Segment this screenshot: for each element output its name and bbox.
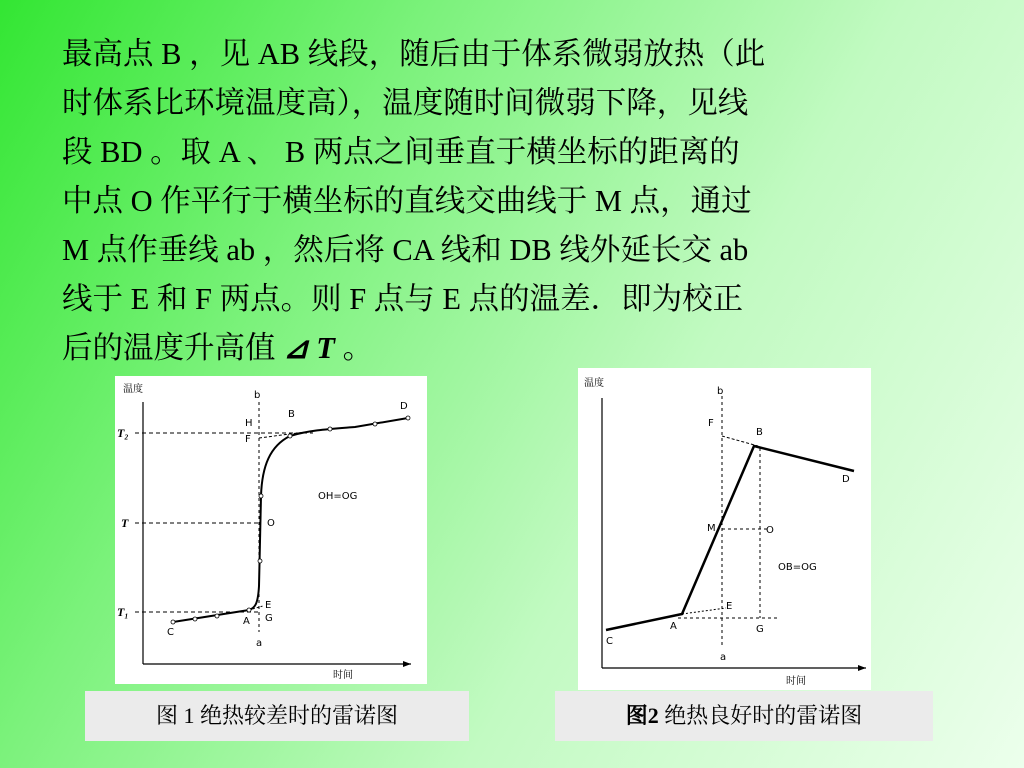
paragraph-line: 段 BD 。取 A 、 B 两点之间垂直于横坐标的距离的 [62,135,740,169]
marker [247,608,251,612]
point-a-curve-label: A [670,621,677,632]
y-axis-title: 温度 [584,378,604,389]
point-b-label: b [717,386,724,397]
paragraph-line-last [62,324,982,373]
x-axis-title: 时间 [786,676,806,687]
paragraph-line: 最高点 B ，见 AB 线段，随后由于体系微弱放热（此 [62,37,766,71]
point-c-label: C [606,636,613,647]
delta-t-symbol: ⊿ T [283,331,335,365]
marker [406,416,410,420]
paragraph-line: 中点 O 作平行于横坐标的直线交曲线于 M 点，通过 [62,184,752,218]
paragraph-last-prefix: 后的温度升高值 [62,331,284,365]
point-c-label: C [167,627,174,638]
point-m-label: M [707,523,716,534]
point-d-label: D [400,401,408,412]
point-a-curve-label: A [243,616,250,627]
point-g-label: G [756,624,764,635]
point-big-b-label: B [756,427,763,438]
tick-t1: T₁ [117,605,129,619]
marker [193,617,197,621]
tick-t: T [121,516,129,530]
figure-2-caption-number: 图2 [625,703,659,728]
point-e-label: E [726,601,733,612]
paragraph-line: M 点作垂线 ab ，然后将 CA 线和 DB 线外延长交 ab [62,233,749,267]
marker [259,494,263,498]
ob-og-note: OB=OG [778,562,817,573]
point-f-label: F [708,418,714,429]
point-big-b-label: B [288,409,295,420]
point-g-label: G [265,613,273,624]
marker [258,559,262,563]
marker [171,620,175,624]
marker [373,422,377,426]
paragraph-last-suffix: 。 [334,331,374,365]
ca-extension [682,608,726,614]
x-axis-arrow [858,665,866,671]
point-o-label: O [766,525,774,536]
marker [328,427,332,431]
figure-2-caption [555,691,933,741]
paragraph-line: 线于 E 和 F 两点。则 F 点与 E 点的温差．即为校正 [62,282,744,316]
point-f-label: F [245,434,251,445]
figure-2-caption-text: 绝热良好时的雷诺图 [658,703,863,728]
point-b-label: b [254,390,261,401]
point-e-label: E [265,600,272,611]
db-extension [722,436,758,446]
point-a-label: a [720,652,727,663]
oh-og-note: OH=OG [318,491,358,502]
marker [215,614,219,618]
x-axis-title: 时间 [333,670,353,681]
figure-1-poor-insulation [115,376,427,684]
tick-t2: T₂ [117,426,129,440]
x-axis-arrow [403,661,411,667]
point-o-label: O [267,518,275,529]
temperature-curve [173,418,408,622]
point-h-label: H [245,418,253,429]
body-paragraph [62,30,982,373]
figure-2-diagram [578,368,871,690]
figure-1-diagram [115,376,427,684]
curve-markers [171,416,410,624]
paragraph-line: 时体系比环境温度高），温度随时间微弱下降，见线 [62,86,749,120]
point-d-label: D [842,474,850,485]
figure-1-caption: 图 1 绝热较差时的雷诺图 [85,691,469,741]
y-axis-title: 温度 [123,384,143,395]
point-a-label: a [256,638,263,649]
marker [288,434,292,438]
figure-2-good-insulation [578,368,871,690]
